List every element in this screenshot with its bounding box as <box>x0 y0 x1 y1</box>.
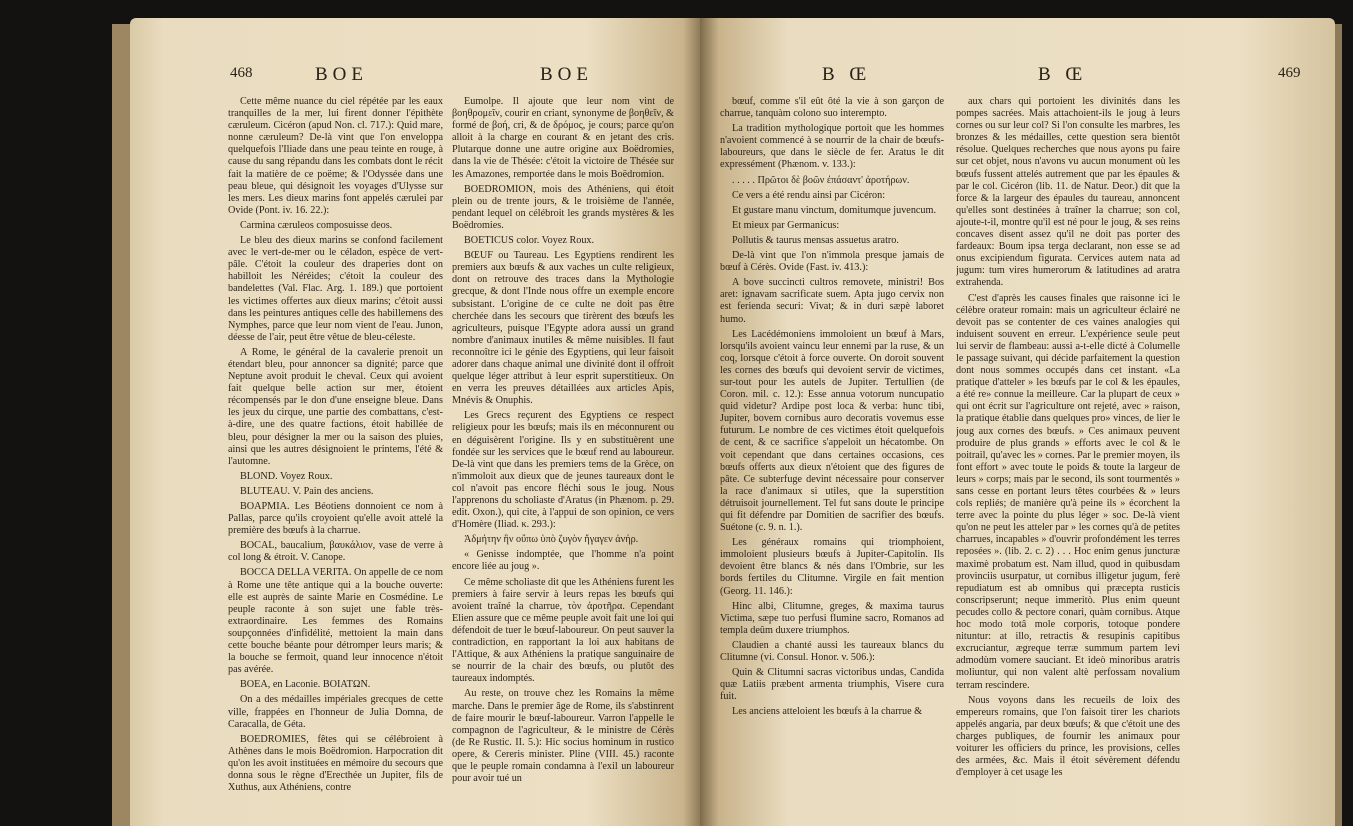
right-header-word-2: B Œ <box>1038 64 1088 85</box>
right-page-number: 469 <box>1278 65 1301 81</box>
right-header-word-1: B Œ <box>822 64 872 85</box>
paragraph: Ce vers a été rendu ainsi par Cicéron: <box>732 189 886 201</box>
left-page <box>130 18 700 826</box>
paragraph: Le bleu des dieux marins se confond facilement avec le vert-de-mer ou le céladon, espèce de vert-pâle. C'étoit la couleur des draperies dont on habilloit les Néréides; c'étoit la couleur des bandelettes (Val. Flac. Arg. 1. 189.) que portoient les victimes offertes aux dieux marins; c'étoit aussi dans les peintures antiques celle des habillemens des Nymphes, parce que leur nom vient de l'eau. Junon, déesse de l'air, peut être vêtue de bleu-céleste. <box>228 235 443 343</box>
left-page-header <box>130 64 700 94</box>
paragraph: aux chars qui portoient les divinités dans les pompes sacrées. Mais attachoient-ils le joug à leurs cornes ou sur leur col? Si l'on consulte les marbres, les bronzes & les médailles, cette question sera bientôt résolue. Quelques recherches que nous ayons pu faire sur cet objet, nous n'avons vu aucun monument où les bœufs fussent attelés autrement que par les épaules & par le col. Cicéron (lib. 11. de Natur. Deor.) dit que la force & la largeur des épaules du taureau, annoncent qu'elles sont destinées à traîner la charrue; son col, ajoute-t-il, montre qu'il est né pour le joug, & ses reins concaves disent assez qu'il ne doit pas porter des fardeaux: Boum ipsa terga declarant, non esse se ad onus excipiendum figurata. Cervices autem nata ad jugum: tum vires humerorum & latitudines ad aratra extrahenda. <box>956 96 1180 289</box>
paragraph: . . . . . Πρῶτοι δὲ βοῶν ἐπάσαντ' ἀροτήρων. <box>732 174 910 186</box>
paragraph: Hinc albi, Clitumne, greges, & maxima taurus Victima, sæpe tuo perfusi flumine sacro, Romanos ad templa deûm duxere triumphos. <box>720 600 944 636</box>
paragraph: A bove succincti cultros removete, ministri! Bos aret: ignavam sacrificate suem. Apta jugo cervix non est ferienda securi: Vivat; & in duri sæpè laboret humo. <box>720 277 944 325</box>
left-column-2 <box>452 96 674 808</box>
paragraph: BOAPMIA. Les Béotiens donnoient ce nom à Pallas, parce qu'ils croyoient qu'elle avoit attelé la première des bœufs à la charrue. <box>228 501 443 537</box>
paragraph: Et gustare manu vinctum, domitumque juvencum. <box>732 204 936 216</box>
paragraph: Ἀδμήτην ἣν οὔπω ὑπὸ ζυγὸν ἤγαγεν ἀνήρ. <box>464 534 639 546</box>
paragraph: Quin & Clitumni sacras victoribus undas, Candida quæ Latiis præbent armenta triumphis, Visere cura fuit. <box>720 667 944 703</box>
paragraph: Claudien a chanté aussi les taureaux blancs du Clitumne (vi. Consul. Honor. v. 506.): <box>720 639 944 664</box>
paragraph: BLOND. Voyez Roux. <box>240 470 333 482</box>
paragraph: BOCCA DELLA VERITA. On appelle de ce nom à Rome une tête antique qui a la bouche ouverte: elle est auprès de sainte Marie en Cosmédine. Le peuple raconte à son sujet une fable très-extraordinaire. Les femmes des Romains soupçonnées d'infidélité, mettoient la main dans cette bouche béante pour détromper leurs maris; & la bouche se fermoit, quand leur innocence n'étoit pas avérée. <box>228 567 443 676</box>
paragraph: BOEDROMIES, fêtes qui se célébroient à Athènes dans le mois Boëdromion. Harpocration dit qu'on les avoit instituées en mémoire du secours que donna sous le règne d'Erecthée un Jupiter, fils de Xuthus, aux Athéniens, contre <box>228 733 443 794</box>
paragraph: Cette même nuance du ciel répétée par les eaux tranquilles de la mer, lui firent donner l'épithète cæruleum. Cicéron (apud Non. cl. 717.): Quid mare, nonne cæruleum? De-là vint que l'on enveloppa quelquefois l'Iliade dans une peau teinte en rouge, à cause du sang répandu dans les combats dont le récit fait la matière de ce poëme; & l'Odyssée dans une peau bleue, qui désignoit les voyages d'Ulysse sur les mers. Les dieux marins font appelés cærulei par Ovide (Pont. iv. 16. 22.): <box>228 96 443 216</box>
paragraph: A Rome, le général de la cavalerie prenoit un étendart bleu, pour annoncer sa dignité; parce que Neptune avoit produit le cheval. Ceux qui avoient fait quelque belle action sur mer, étoient récompensés par le don d'une enseigne bleue. Dans les jeux du cirque, une partie des combattans, c'est-à-dire, une des quatre factions, étoit habillée de bleu, pour désigner la mer ou la saison des pluies, ainsi que les autres désignoient le printems, l'été & l'automne. <box>228 346 443 467</box>
paragraph: La tradition mythologique portoit que les hommes n'avoient commencé à se nourrir de la chair de bœufs-laboureurs, que dans le siècle de fer. Aratus le dit expressément (Phænom. v. 133.): <box>720 123 944 171</box>
paragraph: BOCAL, baucalium, βαυκάλιον, vase de verre à col long & étroit. V. Canope. <box>228 540 443 564</box>
right-page-header <box>700 64 1335 94</box>
paragraph: C'est d'après les causes finales que raisonne ici le célèbre orateur romain: mais un agriculteur éclairé ne devoit pas se contenter de ces vaines analogies qui induisent souvent en erreur. L'expérience seule peut lui servir de flambeau: aussi a-t-elle dicté à Columelle le passage suivant, qui décide parfaitement la question dont nous sommes occupés dans cet instant. «La pratique d'atteler » les bœufs par le col & les épaules, a été re» connue la meilleure. Car la plupart de ceux » qui ont écrit sur l'agriculture ont rejeté, avec » raison, la pratique établie dans quelques pro» vinces, de lier le joug aux cornes des bœufs. » Ces animaux peuvent produire de plus grands » efforts avec le col & le poitrail, qu'avec les » cornes. Par le premier moyen, ils font effort » avec toute le poids & toute la largeur de leurs » corps; mais par le second, ils sont tourmentés » sans cesse en portant leurs têtes courbées & » leurs cols repliés; de manière qu'à peine ils » écorchent la terre avec la pointe du plus léger » soc. De-là vient qu'on ne peut les atteler par » les cornes qu'à de petites charrues, incapables » d'ouvrir profondément les terres reposées ». (lib. 2. c. 2) . . . Hoc enim genus juncturæ maximè probatum est. Nam illud, quod in quibusdam provinciis usurpatur, ut cornibus illigetur jugum, ferè repudiatum est ab omnibus qui præcepta rusticis conscripserunt; neque immeritò. Plus enim queunt pecudes collo & pectore conari, quàm cornibus. Atque hoc modo totâ mole corporis, totoque pondere nituntur: at illo, retractis & resupinis capitibus excruciantur, ægreque terræ summum partem levi admodùm vomere sauciant. Et ideò minoribus aratris moliuntur, qui non valent altè perfossam novalium terram rescindere. <box>956 292 1180 691</box>
paragraph: Et mieux par Germanicus: <box>732 219 840 231</box>
left-column-1 <box>228 96 443 808</box>
paragraph: bœuf, comme s'il eût ôté la vie à son garçon de charrue, tanquàm colono suo interempto. <box>720 96 944 120</box>
paragraph: « Genisse indomptée, que l'homme n'a point encore liée au joug ». <box>452 549 674 573</box>
paragraph: Nous voyons dans les recueils de loix des empereurs romains, que l'on faisoit tirer les chariots appelés angaria, par deux bœufs; & que c'étoit une des charges publiques, de fournir les animaux pour voiturer les officiers du prince, les provisions, celles des armées, &c. Mais il étoit sévèrement défendu d'employer à cet usage les <box>956 694 1180 779</box>
right-column-1 <box>720 96 944 808</box>
paragraph: Les généraux romains qui triomphoient, immoloient plusieurs bœufs à Jupiter-Capitolin. Ils devoient être blancs & nés dans l'Ombrie, sur les bords fertiles du Clitumne. Virgile en fait mention (Georg. 11. 146.): <box>720 537 944 597</box>
paragraph: Les Grecs reçurent des Egyptiens ce respect religieux pour les bœufs; mais ils en méconnurent ou en déguisèrent l'origine. Ils y en substituèrent une fondée sur les services que le bœuf rend au laboureur. De-là vint que dans les premiers tems de la Grèce, on n'immoloit aux dieux que de jeunes taureaux dont le col n'avoit pas encore fléchi sous le joug. Nous l'apprenons du scholiaste d'Aratus (in Phænom. p. 29. edit. Oxon.), qui cite, à l'appui de son opinion, ce vers d'Homère (Iliad. κ. 293.): <box>452 410 674 531</box>
paragraph: Eumolpe. Il ajoute que leur nom vint de βοηθρομεῖν, courir en criant, synonyme de βοηθεῖν, & formé de βοή, cri, & de δρόμος, je cours; parce qu'on alloit à la charge en courant & en jetant des cris. Plutarque donne une autre origine aux Boëdromies, dans la vie de Thésée: c'étoit la victoire de Thésée sur les Amazones, remportée dans le mois Boëdromion. <box>452 96 674 180</box>
paragraph: De-là vint que l'on n'immola presque jamais de bœuf à Cérès. Ovide (Fast. iv. 413.): <box>720 250 944 274</box>
right-column-2 <box>956 96 1180 808</box>
paragraph: On a des médailles impériales grecques de cette ville, frappées en l'honneur de Julia Domna, de Caracalla, de Géta. <box>228 694 443 730</box>
paragraph: Ce même scholiaste dit que les Athéniens furent les premiers à faire servir à leurs repas les bœufs qui avoient traîné la charrue, τὸν ἀροτῆρα. Cependant Elien assure que ce même peuple avoit fait une loi qui défendoit de tuer le bœuf-laboureur. On peut sauver la contradiction, en rapportant la loi aux habitans de l'Attique, & aux Athéniens la pratique sanguinaire de se nourrir de la chair des bœufs, ou plutôt des taureaux indomptés. <box>452 576 674 685</box>
paragraph: BOETICUS color. Voyez Roux. <box>464 235 595 247</box>
paragraph: Carmina cæruleos composuisse deos. <box>240 219 393 231</box>
paragraph: Au reste, on trouve chez les Romains la même marche. Dans le premier âge de Rome, ils s'abstinrent de faire mourir le bœuf-laboureur. Varron l'appelle le compagnon de l'agriculteur, & le ministre de Cérès (de Re Rustic. II. 5.): Hic socius hominum in rustico opere, & Cereris minister. Pline (VIII. 45.) raconte que le peuple romain condamna à l'exil un laboureur pour avoir tué un <box>452 688 674 785</box>
left-page-number: 468 <box>230 65 253 81</box>
left-header-word-2: BOE <box>540 64 593 85</box>
paragraph: BOEA, en Laconie. BOIATΩN. <box>240 679 371 691</box>
left-header-word-1: BOE <box>315 64 368 85</box>
paragraph: Pollutis & taurus mensas assuetus aratro. <box>732 234 899 246</box>
paragraph: Les anciens atteloient les bœufs à la charrue & <box>732 706 923 718</box>
paragraph: BLUTEAU. V. Pain des anciens. <box>240 485 374 497</box>
paragraph: BOEDROMION, mois des Athéniens, qui étoit plein ou de trente jours, & le troisième de l'année, pendant lequel on célébroit les grands mystères & les Boëdromies. <box>452 183 674 231</box>
left-page-edge <box>112 24 132 826</box>
paragraph: Les Lacédémoniens immoloient un bœuf à Mars, lorsqu'ils avoient vaincu leur ennemi par la ruse, & un coq, lorsque c'étoit à force ouverte. On doroit souvent les cornes des bœufs qui devoient servir de victimes, sur-tout pour les autels de Jupiter. Tertullien (de Coron. mil. c. 12.): Esse annua votorum nuncupatio quid videtur? Ardipe post loca & verba: hunc tibi, Jupiter, bovem cornibus auro decoratis vovemus esse futurum. Le nombre de ces victimes étoit quelquefois de cent, & ce sacrifice s'appeloit un hécatombe. On voit cependant que dans certaines occasions, ces bœufs offerts aux dieux n'étoient que des figures de pâte. Ce subterfuge devint nécessaire pour conserver la race d'animaux si utiles, que la superstition détruisoit journellement. Tel fut sans doute le principe qui fit défendre par Domitien de sacrifier des bœufs. Suétone (c. 9. n. 1.). <box>720 328 944 534</box>
right-page <box>700 18 1335 826</box>
open-book <box>130 18 1335 826</box>
paragraph: BŒUF ou Taureau. Les Egyptiens rendirent les premiers aux bœufs & aux vaches un culte religieux, dont on retrouve des traces dans la Mythologie grecque, & dont l'Inde nous offre un exemple encore subsistant. L'origine de ce culte ne doit pas être cherchée dans les secours que tirèrent des bœufs les agriculteurs, puisque l'Egypte adora aussi un grand nombre d'animaux inutiles & même nuisibles. Il faut reconnoître ici le génie des Egyptiens, qui leur faisoit adorer dans chaque animal une divinité dont il offroit quelque léger attribut à leur esprit superstitieux. On en verra les preuves détaillées aux articles Apis, Mnévis & Onuphis. <box>452 250 674 407</box>
